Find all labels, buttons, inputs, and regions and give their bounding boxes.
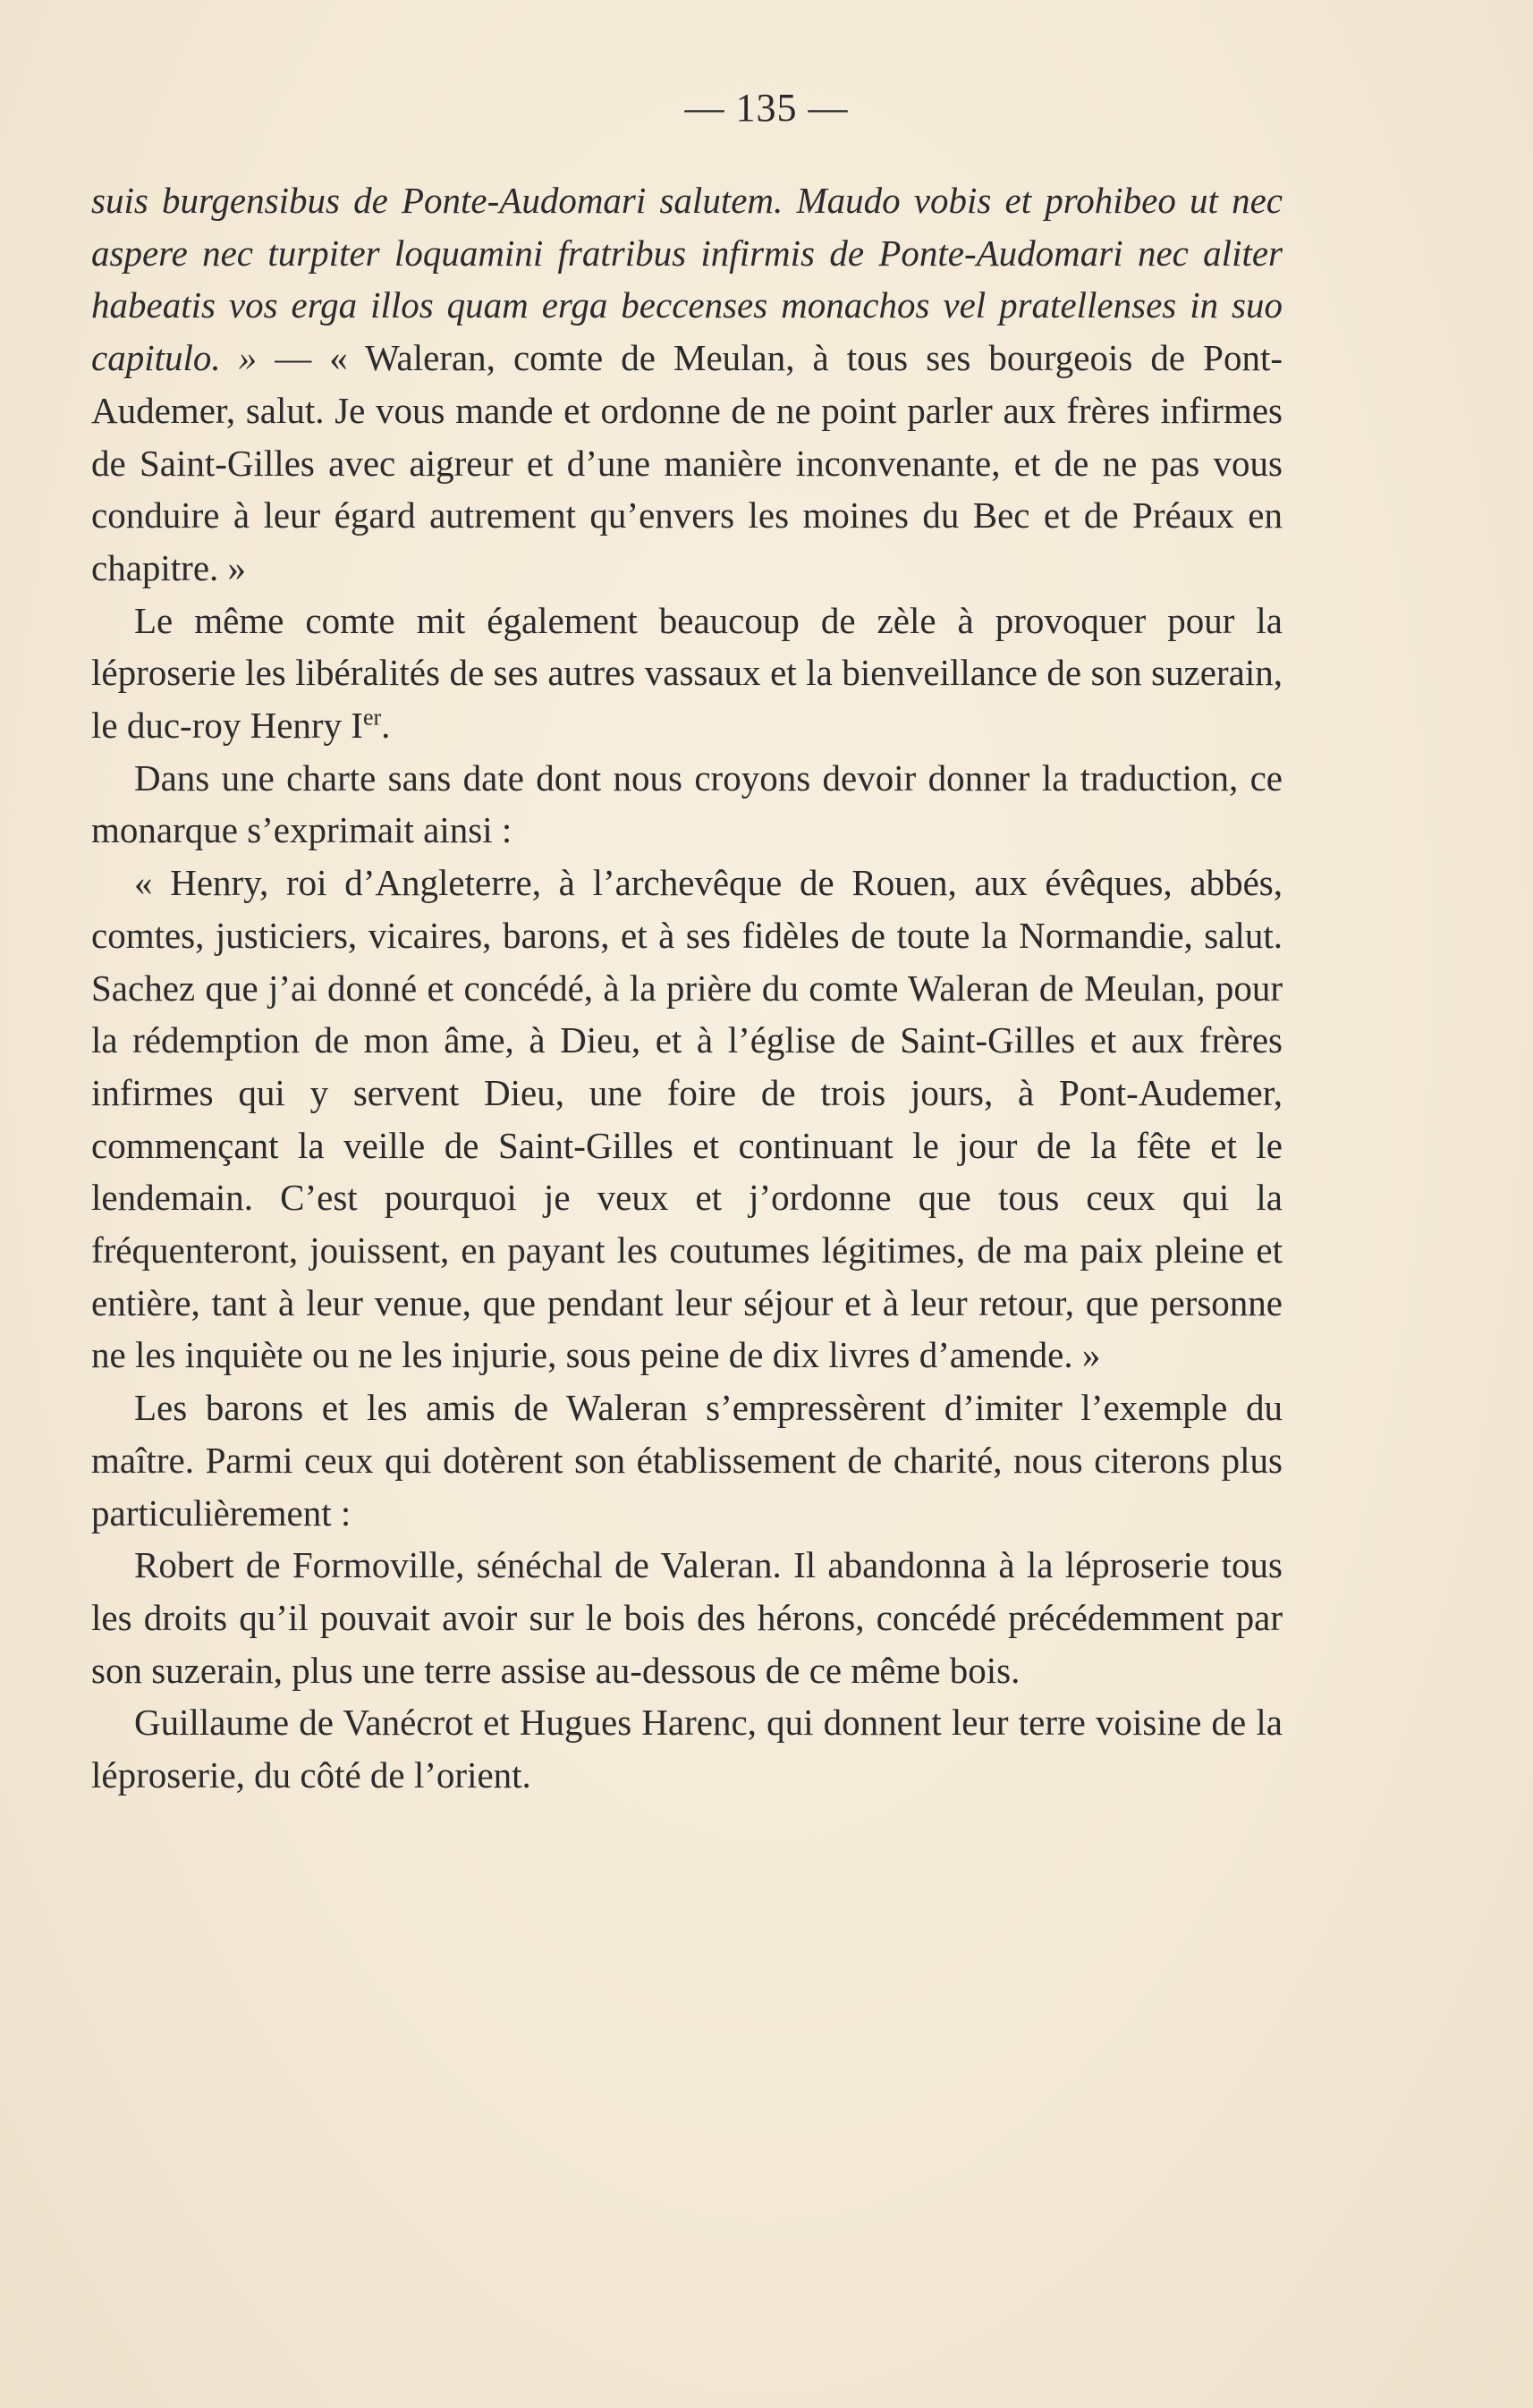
latin-quote: suis burgensibus de Ponte-Audomari salutem. Maudo vobis et prohibeo ut nec aspere nec turpiter loquamini fratribus infirmis de Ponte-Audomari nec aliter habeatis vos erga illos quam erga beccenses monachos vel pratellenses in suo capitulo. » — [91, 180, 1283, 379]
paragraph-5: Les barons et les amis de Waleran s’empressèrent d’imiter l’exemple du maître. Parmi ceux qui dotèrent son établissement de charité, nous citerons plus particulièrement : — [91, 1387, 1283, 1534]
paragraph-1 — [91, 174, 1283, 595]
page-number: — 135 — — [684, 86, 849, 130]
paragraph-7: Guillaume de Vanécrot et Hugues Harenc, qui donnent leur terre voisine de la léproserie, du côté de l’orient. — [91, 1702, 1283, 1796]
body-text — [91, 174, 1283, 1802]
paragraph-2-text: Le même comte mit également beaucoup de zèle à provoquer pour la léproserie les libéralités de ses autres vassaux et la bienveillance de son suzerain, le duc-roy Henry I — [91, 599, 1283, 747]
paragraph-4: « Henry, roi d’Angleterre, à l’archevêque de Rouen, aux évêques, abbés, comtes, justiciers, vicaires, barons, et à ses fidèles de toute la Normandie, salut. Sachez que j’ai donné et concédé, à la prière du comte Waleran de Meulan, pour la rédemption de mon âme, à Dieu, et à l’église de Saint-Gilles et aux frères infirmes qui y servent Dieu, une foire de trois jours, à Pont-Audemer, commençant la veille de Saint-Gilles et continuant le jour de la fête et le lendemain. C’est pourquoi je veux et j’ordonne que tous ceux qui la fréquenteront, jouissent, en payant les coutumes légitimes, de ma paix pleine et entière, tant à leur venue, que pendant leur séjour et à leur retour, que personne ne les inquiète ou ne les injurie, sous peine de dix livres d’amende. » — [91, 862, 1283, 1376]
paragraph-6: Robert de Formoville, sénéchal de Valeran. Il abandonna à la léproserie tous les droits qu’il pouvait avoir sur le bois des hérons, concédé précédemment par son suzerain, plus une terre assise au-dessous de ce même bois. — [91, 1544, 1283, 1691]
paragraph-2-end: . — [381, 705, 391, 747]
paragraph-3: Dans une charte sans date dont nous croyons devoir donner la traduction, ce monarque s’exprimait ainsi : — [91, 756, 1283, 851]
paragraph-1-translation: — « Waleran, comte de Meulan, à tous ses bourgeois de Pont-Audemer, salut. Je vous mande et ordonne de ne point parler aux frères infirmes de Saint-Gilles avec aigreur et d’une manière inconvenante, et de ne pas vous conduire à leur égard autrement qu’envers les moines du Bec et de Préaux en chapitre. » — [91, 337, 1283, 588]
paragraph-2 — [91, 595, 1283, 752]
superscript-er: er — [362, 704, 382, 731]
